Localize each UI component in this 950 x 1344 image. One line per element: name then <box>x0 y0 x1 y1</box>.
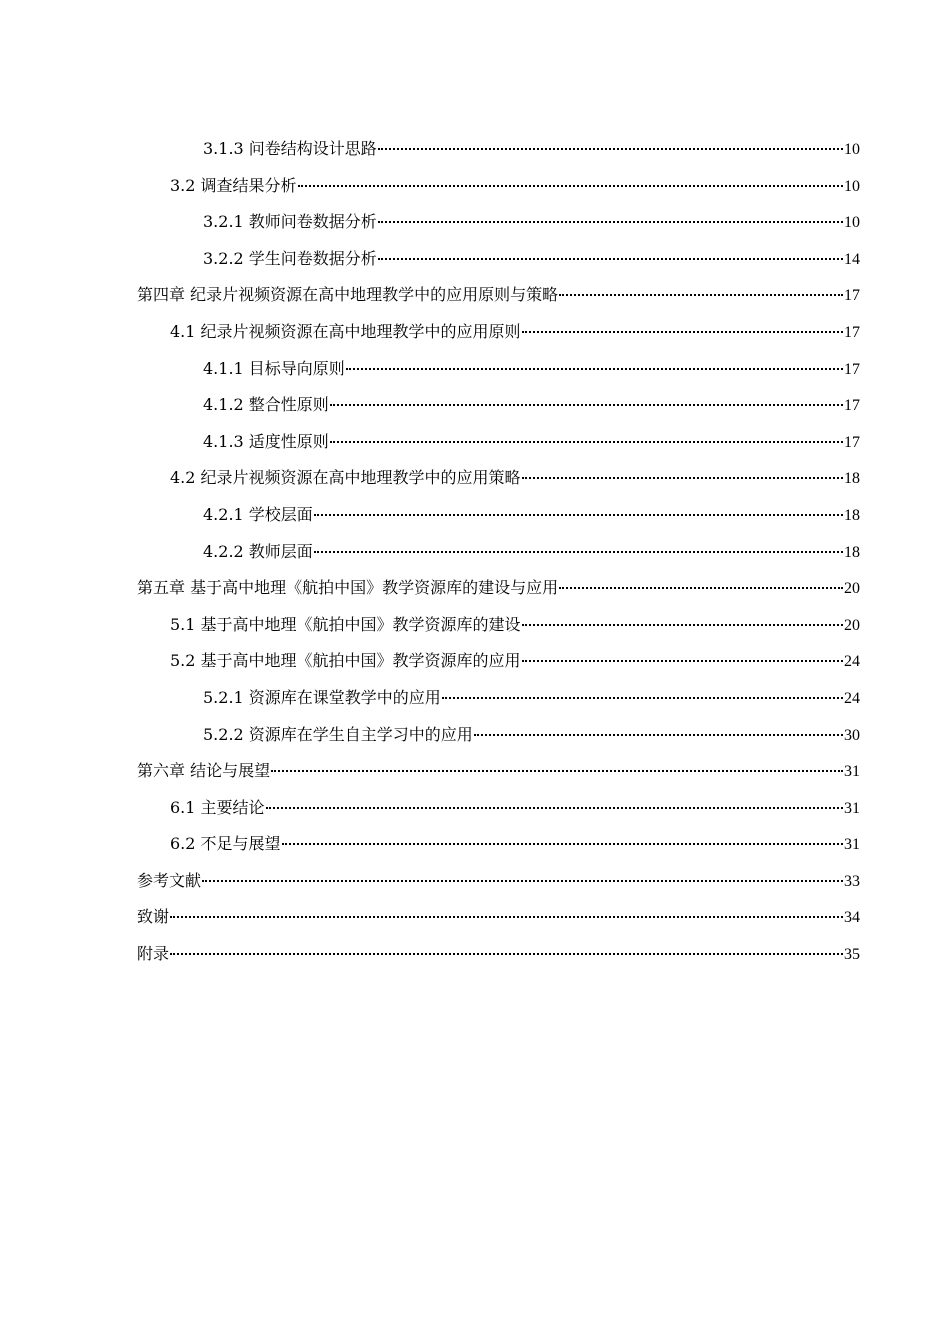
toc-entry-title: 5.2.2 资源库在学生自主学习中的应用 <box>203 724 473 744</box>
toc-page-number: 31 <box>844 799 860 817</box>
toc-page-number: 14 <box>844 250 860 268</box>
toc-entry[interactable] <box>137 277 860 314</box>
toc-page-number: 18 <box>844 543 860 561</box>
toc-entry[interactable] <box>137 936 860 973</box>
toc-page-number: 18 <box>844 506 860 524</box>
toc-entry[interactable] <box>137 717 860 754</box>
toc-dot-leader <box>330 441 843 443</box>
toc-dot-leader <box>314 551 843 553</box>
toc-dot-leader <box>282 843 843 845</box>
toc-page-number: 17 <box>844 323 860 341</box>
toc-dot-leader <box>474 734 843 736</box>
toc-entry[interactable] <box>137 826 860 863</box>
toc-page-number: 17 <box>844 360 860 378</box>
toc-entry-title: 5.2.1 资源库在课堂教学中的应用 <box>203 687 441 707</box>
toc-entry[interactable] <box>137 204 860 241</box>
toc-entry-title: 第六章 结论与展望 <box>137 761 271 781</box>
toc-entry-title: 4.1.2 整合性原则 <box>203 395 329 415</box>
toc-entry[interactable] <box>137 899 860 936</box>
toc-dot-leader <box>298 185 843 187</box>
toc-entry-title: 5.1 基于高中地理《航拍中国》教学资源库的建设 <box>170 614 521 634</box>
toc-dot-leader <box>522 624 843 626</box>
toc-entry-title: 4.2 纪录片视频资源在高中地理教学中的应用策略 <box>170 468 521 488</box>
toc-entry[interactable] <box>137 753 860 790</box>
toc-page-number: 17 <box>844 287 860 305</box>
toc-entry-title: 5.2 基于高中地理《航拍中国》教学资源库的应用 <box>170 651 521 671</box>
toc-entry-title: 附录 <box>137 944 170 964</box>
toc-page-number: 10 <box>844 214 860 232</box>
toc-entry[interactable] <box>137 680 860 717</box>
toc-entry-title: 第四章 纪录片视频资源在高中地理教学中的应用原则与策略 <box>137 285 559 305</box>
toc-entry[interactable] <box>137 460 860 497</box>
toc-entry-title: 参考文献 <box>137 870 202 890</box>
toc-page-number: 34 <box>844 909 860 927</box>
toc-page-number: 18 <box>844 470 860 488</box>
toc-dot-leader <box>378 258 843 260</box>
toc-entry-title: 第五章 基于高中地理《航拍中国》教学资源库的建设与应用 <box>137 578 559 598</box>
toc-entry-title: 致谢 <box>137 907 170 927</box>
toc-entry[interactable] <box>137 387 860 424</box>
toc-page-number: 17 <box>844 433 860 451</box>
toc-dot-leader <box>522 660 843 662</box>
toc-entry[interactable] <box>137 131 860 168</box>
toc-page-number: 24 <box>844 653 860 671</box>
toc-entry-title: 4.1 纪录片视频资源在高中地理教学中的应用原则 <box>170 321 521 341</box>
toc-dot-leader <box>330 404 843 406</box>
toc-entry[interactable] <box>137 168 860 205</box>
toc-dot-leader <box>314 514 843 516</box>
toc-entry[interactable] <box>137 241 860 278</box>
toc-entry-title: 3.2.2 学生问卷数据分析 <box>203 248 377 268</box>
toc-entry-title: 4.2.2 教师层面 <box>203 541 313 561</box>
toc-page-number: 10 <box>844 177 860 195</box>
toc-entry[interactable] <box>137 534 860 571</box>
toc-dot-leader <box>378 148 843 150</box>
toc-dot-leader <box>378 221 843 223</box>
toc-dot-leader <box>170 916 843 918</box>
table-of-contents <box>137 131 860 973</box>
toc-entry-title: 4.1.1 目标导向原则 <box>203 358 345 378</box>
toc-entry[interactable] <box>137 863 860 900</box>
toc-dot-leader <box>522 331 843 333</box>
toc-page-number: 30 <box>844 726 860 744</box>
toc-entry[interactable] <box>137 314 860 351</box>
toc-entry[interactable] <box>137 643 860 680</box>
toc-page-number: 24 <box>844 689 860 707</box>
toc-page-number: 10 <box>844 141 860 158</box>
toc-page-number: 33 <box>844 872 860 890</box>
toc-entry-title: 4.1.3 适度性原则 <box>203 431 329 451</box>
toc-entry-title: 3.2.1 教师问卷数据分析 <box>203 212 377 232</box>
toc-dot-leader <box>559 294 843 296</box>
toc-dot-leader <box>522 477 843 479</box>
toc-page-number: 20 <box>844 580 860 598</box>
toc-page-number: 31 <box>844 763 860 781</box>
toc-entry-title: 6.1 主要结论 <box>170 797 265 817</box>
toc-dot-leader <box>202 880 843 882</box>
toc-page-number: 31 <box>844 836 860 854</box>
toc-entry[interactable] <box>137 607 860 644</box>
toc-entry[interactable] <box>137 790 860 827</box>
toc-entry[interactable] <box>137 424 860 461</box>
toc-dot-leader <box>271 770 843 772</box>
toc-dot-leader <box>346 368 843 370</box>
toc-dot-leader <box>170 953 843 955</box>
toc-entry[interactable] <box>137 351 860 388</box>
toc-dot-leader <box>442 697 843 699</box>
toc-entry-title: 3.2 调查结果分析 <box>170 175 297 195</box>
toc-entry-title: 6.2 不足与展望 <box>170 834 281 854</box>
toc-page-number: 35 <box>844 946 860 964</box>
toc-dot-leader <box>559 587 843 589</box>
toc-entry[interactable] <box>137 570 860 607</box>
toc-dot-leader <box>266 807 843 809</box>
toc-page-number: 17 <box>844 397 860 415</box>
toc-entry[interactable] <box>137 497 860 534</box>
toc-entry-title: 3.1.3 问卷结构设计思路 <box>203 139 377 158</box>
toc-entry-title: 4.2.1 学校层面 <box>203 504 313 524</box>
toc-page-number: 20 <box>844 616 860 634</box>
